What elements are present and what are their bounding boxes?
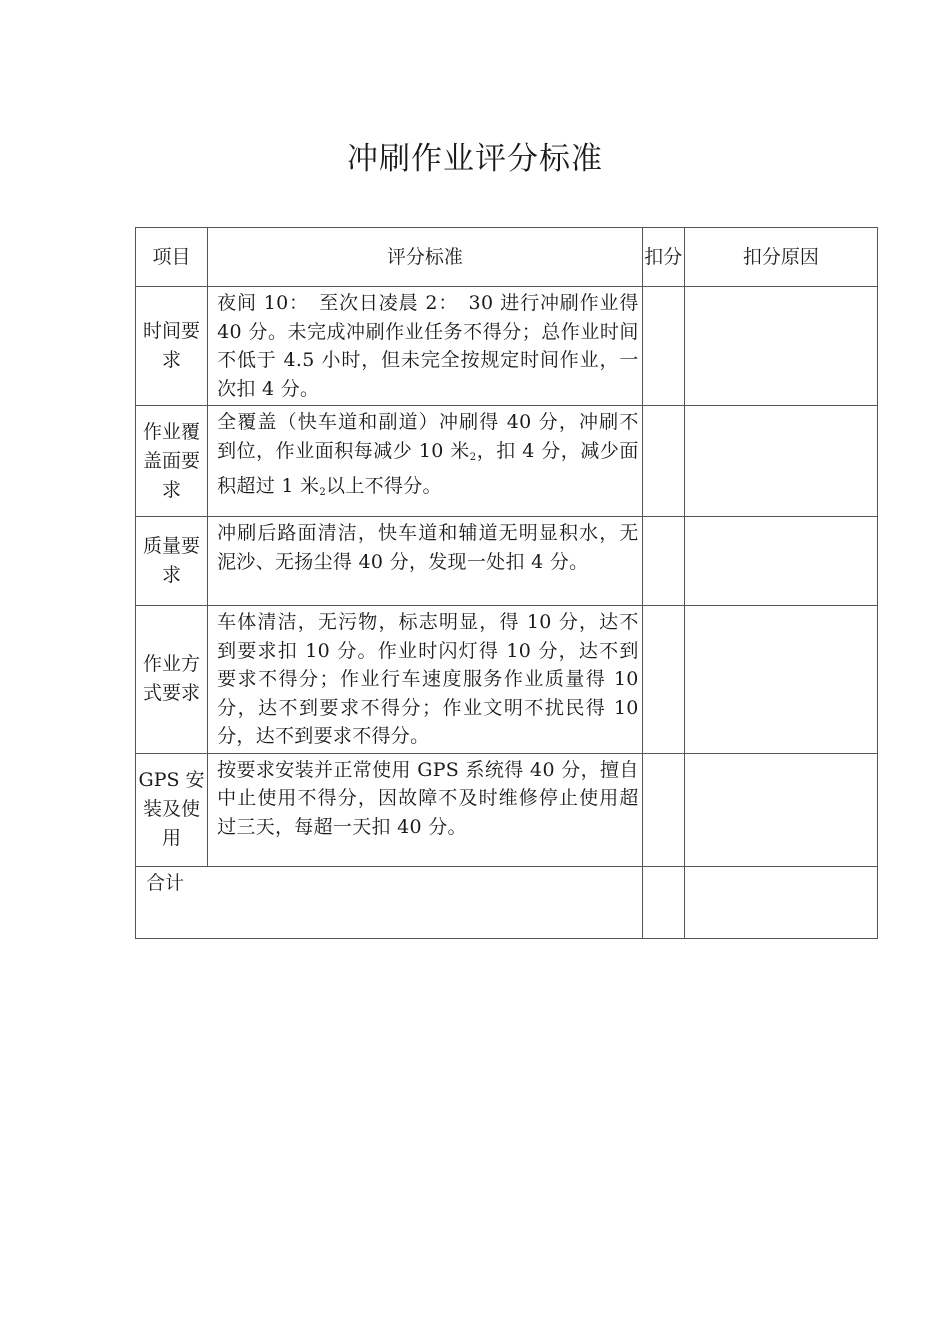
row-item-gps: GPS 安装及使用 — [136, 753, 208, 866]
row-standard-coverage — [208, 406, 643, 517]
total-reason-cell[interactable] — [684, 866, 877, 938]
table-row — [136, 753, 878, 866]
total-label: 合计 — [136, 866, 643, 938]
row-reason-cell[interactable] — [684, 517, 877, 606]
header-reason: 扣分原因 — [684, 228, 877, 287]
table-row — [136, 287, 878, 406]
header-deduction: 扣分 — [642, 228, 684, 287]
row-item-time: 时间要求 — [136, 287, 208, 406]
header-item: 项目 — [136, 228, 208, 287]
row-reason-cell[interactable] — [684, 287, 877, 406]
row-standard-quality: 冲刷后路面清洁，快车道和辅道无明显积水，无泥沙、无扬尘得 40 分，发现一处扣 4 分。 — [208, 517, 643, 606]
row-deduction-cell[interactable] — [642, 287, 684, 406]
row-deduction-cell[interactable] — [642, 517, 684, 606]
coverage-text-part2: ，扣 4 分，减少面积超过 1 米 — [217, 439, 639, 497]
table-row — [136, 606, 878, 754]
scoring-table — [135, 227, 878, 939]
row-deduction-cell[interactable] — [642, 606, 684, 754]
table-row — [136, 517, 878, 606]
row-reason-cell[interactable] — [684, 753, 877, 866]
coverage-unit-superscript: 2 — [469, 451, 477, 463]
coverage-unit-superscript: 2 — [319, 487, 327, 498]
page-title: 冲刷作业评分标准 — [347, 141, 603, 177]
coverage-text-part1: 全覆盖（快车道和副道）冲刷得 40 分，冲刷不到位，作业面积每减少 10 米 — [217, 411, 639, 462]
table-row — [136, 406, 878, 517]
row-standard-time: 夜间 10： 至次日凌晨 2： 30 进行冲刷作业得 40 分。未完成冲刷作业任务不得分；总作业时间不低于 4.5 小时，但未完全按规定时间作业，一次扣 4 分。 — [208, 287, 643, 406]
row-standard-gps: 按要求安装并正常使用 GPS 系统得 40 分，擅自中止使用不得分，因故障不及时维修停止使用超过三天，每超一天扣 40 分。 — [208, 753, 643, 866]
table-total-row — [136, 866, 878, 938]
row-reason-cell[interactable] — [684, 606, 877, 754]
row-item-method: 作业方式要求 — [136, 606, 208, 754]
table-header-row — [136, 228, 878, 287]
row-standard-method: 车体清洁，无污物，标志明显，得 10 分，达不到要求扣 10 分。作业时闪灯得 10 分，达不到要求不得分；作业行车速度服务作业质量得 10 分，达不到要求不得分；作业文明不扰民得 10 分，达不到要求不得分。 — [208, 606, 643, 754]
row-item-coverage: 作业覆盖面要求 — [136, 406, 208, 517]
coverage-text-part3: 以上不得分。 — [326, 475, 442, 497]
row-deduction-cell[interactable] — [642, 406, 684, 517]
header-standard: 评分标准 — [208, 228, 643, 287]
total-deduction-cell[interactable] — [642, 866, 684, 938]
row-deduction-cell[interactable] — [642, 753, 684, 866]
row-item-quality: 质量要求 — [136, 517, 208, 606]
row-reason-cell[interactable] — [684, 406, 877, 517]
